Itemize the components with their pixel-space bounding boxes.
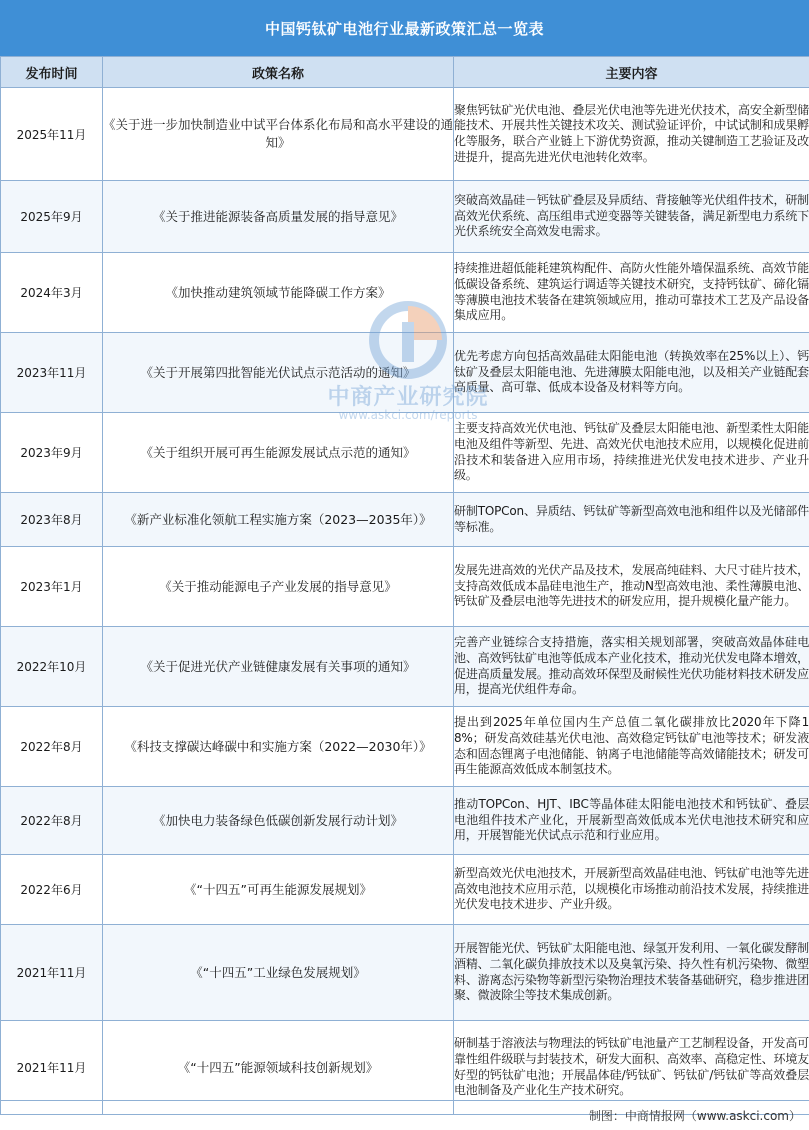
table-row [1,547,809,627]
cell-date: 2021年11月 [1,1021,103,1115]
cell-date: 2022年6月 [1,855,103,925]
cell-content: 开展智能光伏、钙钛矿太阳能电池、绿氢开发利用、一氧化碳发酵制酒精、二氧化碳负排放技术以及臭氧污染、持久性有机污染物、微塑料、游离态污染物等新型污染物治理技术装备基础研究，稳步推进团聚、微波除尘等技术集成创新。 [454,925,809,1021]
cell-date: 2022年10月 [1,627,103,707]
watermark-url: www.askci.com/reports [338,408,478,422]
cell-content: 完善产业链综合支持措施，落实相关规划部署，突破高效晶体硅电池、高效钙钛矿电池等低成本产业化技术，推动光伏发电降本增效，促进高质量发展。推动高效环保型及耐候性光伏功能材料技术研发应用，提高光伏组件寿命。 [454,627,809,707]
table-row [1,253,809,333]
cell-policy-name: 《“十四五”能源领域科技创新规划》 [103,1021,454,1115]
table-row [1,493,809,547]
cell-date: 2023年11月 [1,333,103,413]
cell-content: 研制基于溶液法与物理法的钙钛矿电池量产工艺制程设备，开发高可靠性组件级联与封装技术，研发大面积、高效率、高稳定性、环境友好型的钙钛矿电池；开展晶体硅/钙钛矿、钙钛矿/钙钛矿等高效叠层电池制备及产业化生产技术研究。 [454,1021,809,1115]
cell-content: 突破高效晶硅－钙钛矿叠层及异质结、背接触等光伏组件技术，研制高效光伏系统、高压组串式逆变器等关键装备，满足新型电力系统下光伏系统安全高效发电需求。 [454,181,809,253]
cell-date: 2023年8月 [1,493,103,547]
table-row [1,925,809,1021]
cell-content: 提出到2025年单位国内生产总值二氧化碳排放比2020年下降18%；研发高效硅基光伏电池、高效稳定钙钛矿电池等技术；研发液态和固态锂离子电池储能、钠离子电池储能等高效储能技术；研发可再生能源高效低成本制氢技术。 [454,707,809,787]
cell-policy-name: 《关于推动能源电子产业发展的指导意见》 [103,547,454,627]
cell-content: 主要支持高效光伏电池、钙钛矿及叠层太阳能电池、新型柔性太阳能电池及组件等新型、先进、高效光伏电池技术应用，以规模化促进前沿技术和装备进入应用市场，持续推进光伏发电技术进步、产业升级。 [454,413,809,493]
cell-content: 研制TOPCon、异质结、钙钛矿等新型高效电池和组件以及光储部件等标准。 [454,493,809,547]
cell-policy-name: 《加快电力装备绿色低碳创新发展行动计划》 [103,787,454,855]
header-row [1,57,809,88]
table-row [1,787,809,855]
cell-date: 2023年1月 [1,547,103,627]
cell-content: 优先考虑方向包括高效晶硅太阳能电池（转换效率在25%以上）、钙钛矿及叠层太阳能电池、先进薄膜太阳能电池，以及相关产业链配套高质量、高可靠、低成本设备及材料等方向。 [454,333,809,413]
cell-date: 2025年9月 [1,181,103,253]
cell-content: 推动TOPCon、HJT、IBC等晶体硅太阳能电池技术和钙钛矿、叠层电池组件技术产业化，开展新型高效低成本光伏电池技术研究和应用，开展智能光伏试点示范和行业应用。 [454,787,809,855]
cell-policy-name: 《关于开展第四批智能光伏试点示范活动的通知》 [103,333,454,413]
cell-policy-name: 《关于推进能源装备高质量发展的指导意见》 [103,181,454,253]
cell-policy-name: 《新产业标准化领航工程实施方案（2023—2035年）》 [103,493,454,547]
cell-date: 2022年8月 [1,707,103,787]
cell-content: 聚焦钙钛矿光伏电池、叠层光伏电池等先进光伏技术，高安全新型储能技术、开展共性关键技术攻关、测试验证评价，中试试制和成果孵化等服务，联合产业链上下游优势资源，推动关键制造工艺验证及改进提升，提高先进光伏电池转化效率。 [454,88,809,181]
column-header-content: 主要内容 [454,57,809,88]
cell-date: 2025年11月 [1,88,103,181]
cell-policy-name: 《科技支撑碳达峰碳中和实施方案（2022—2030年）》 [103,707,454,787]
table-row [1,707,809,787]
cell-policy-name: 《“十四五”可再生能源发展规划》 [103,855,454,925]
table-row [1,855,809,925]
cell-date: 2024年3月 [1,253,103,333]
table-row [1,88,809,181]
table-row [1,181,809,253]
table-row [1,333,809,413]
table-row [1,627,809,707]
cell-policy-name: 《“十四五”工业绿色发展规划》 [103,925,454,1021]
table-title: 中国钙钛矿电池行业最新政策汇总一览表 [0,0,809,56]
cell-date: 2023年9月 [1,413,103,493]
table-row [1,413,809,493]
cell-content: 持续推进超低能耗建筑构配件、高防火性能外墙保温系统、高效节能低碳设备系统、建筑运行调适等关键技术研究，支持钙钛矿、碲化镉等薄膜电池技术装备在建筑领域应用，推动可靠技术工艺及产品设备集成应用。 [454,253,809,333]
source-credit: 制图：中商情报网（www.askci.com） [0,1100,809,1130]
cell-date: 2021年11月 [1,925,103,1021]
cell-policy-name: 《关于组织开展可再生能源发展试点示范的通知》 [103,413,454,493]
column-header-name: 政策名称 [103,57,454,88]
cell-policy-name: 《加快推动建筑领域节能降碳工作方案》 [103,253,454,333]
cell-content: 新型高效光伏电池技术，开展新型高效晶硅电池、钙钛矿电池等先进高效电池技术应用示范，以规模化市场推动前沿技术发展，持续推进光伏发电技术进步、产业升级。 [454,855,809,925]
column-header-date: 发布时间 [1,57,103,88]
cell-policy-name: 《关于进一步加快制造业中试平台体系化布局和高水平建设的通知》 [103,88,454,181]
cell-policy-name: 《关于促进光伏产业链健康发展有关事项的通知》 [103,627,454,707]
cell-date: 2022年8月 [1,787,103,855]
watermark-text: 中商产业研究院 [327,385,489,410]
policy-table [0,56,809,1115]
cell-content: 发展先进高效的光伏产品及技术，发展高纯硅料、大尺寸硅片技术，支持高效低成本晶硅电池生产，推动N型高效电池、柔性薄膜电池、钙钛矿及叠层电池等先进技术的研发应用，提升规模化量产能力。 [454,547,809,627]
